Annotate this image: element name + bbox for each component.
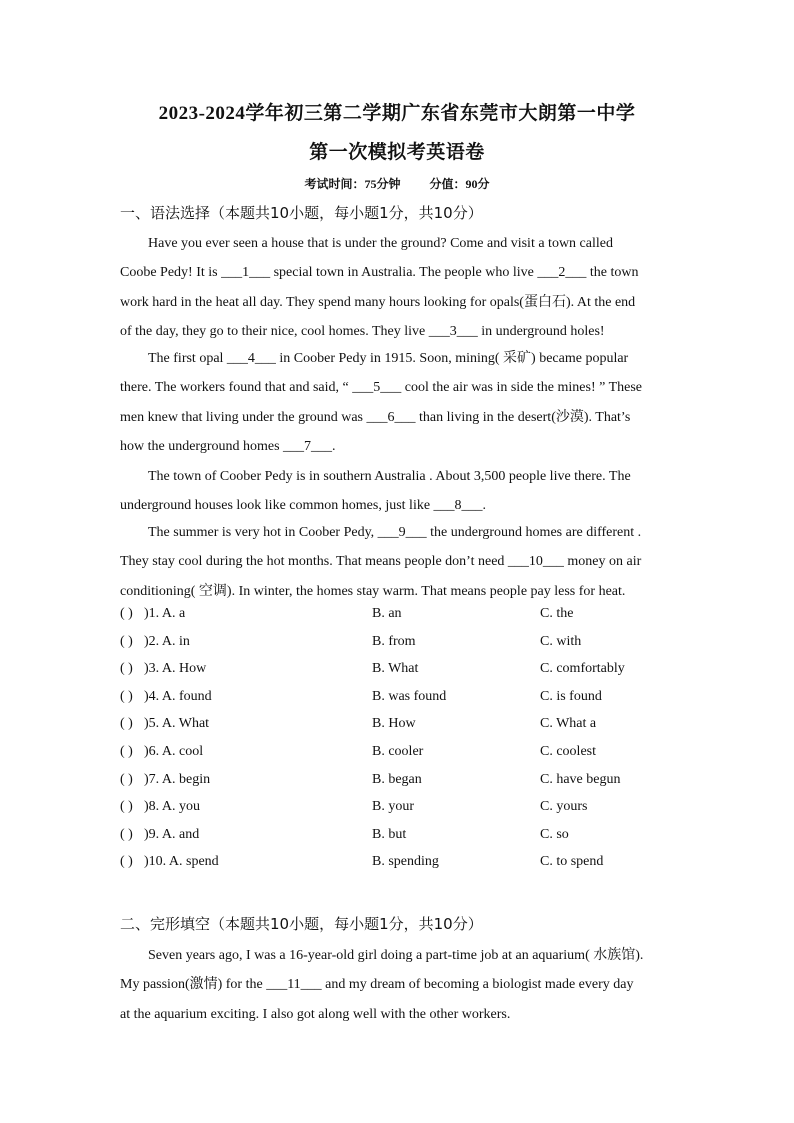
question-row-5 xyxy=(120,716,714,744)
option-b: B. but xyxy=(372,826,407,842)
section1-paragraph-3 xyxy=(120,462,714,521)
option-b: B. was found xyxy=(372,688,447,704)
option-b: B. spending xyxy=(372,854,439,870)
option-a: )1. A. a xyxy=(144,606,186,621)
option-b: B. cooler xyxy=(372,743,424,759)
text-line: The town of Coober Pedy is in southern Australia . About 3,500 people live there. The xyxy=(148,469,631,484)
question-row-4 xyxy=(120,689,714,717)
option-a: )3. A. How xyxy=(144,661,207,677)
option-b: B. an xyxy=(372,606,402,621)
question-row-10 xyxy=(120,854,714,882)
option-a: )9. A. and xyxy=(144,826,200,842)
text-line: of the day, they go to their nice, cool homes. They live ___3___ in underground holes! xyxy=(120,324,605,340)
exam-time: 考试时间：75分钟 xyxy=(304,177,401,191)
answer-blank[interactable]: ( ) xyxy=(120,633,133,649)
option-c: C. What a xyxy=(540,716,597,732)
option-b: B. began xyxy=(372,771,422,787)
text-line: at the aquarium exciting. I also got along well with the other workers. xyxy=(120,1006,511,1022)
question-row-6 xyxy=(120,744,714,772)
text-line: men knew that living under the ground was ___6___ than living in the desert(沙漠). That’s xyxy=(120,409,631,425)
option-c: C. so xyxy=(540,826,569,842)
exam-title-line2: 第一次模拟考英语卷 xyxy=(309,142,485,163)
answer-blank[interactable]: ( ) xyxy=(120,743,133,759)
answer-blank[interactable]: ( ) xyxy=(120,716,133,732)
question-row-9 xyxy=(120,827,714,855)
section2-paragraph-1 xyxy=(120,941,714,1029)
text-line: My passion(激情) for the ___11___ and my dream of becoming a biologist made every day xyxy=(120,977,634,993)
text-line: Have you ever seen a house that is under the ground? Come and visit a town called xyxy=(148,236,613,251)
option-b: B. What xyxy=(372,661,419,677)
option-a: )10. A. spend xyxy=(144,854,219,870)
question-row-2 xyxy=(120,634,714,662)
section1-paragraph-1 xyxy=(120,229,714,347)
option-a: )7. A. begin xyxy=(144,771,211,787)
answer-blank[interactable]: ( ) xyxy=(120,688,133,704)
answer-blank[interactable]: ( ) xyxy=(120,799,133,815)
option-c: C. have begun xyxy=(540,771,621,787)
text-line: there. The workers found that and said, “ ___5___ cool the air was in side the mines! ” These xyxy=(120,380,643,396)
option-c: C. yours xyxy=(540,799,588,815)
option-a: )6. A. cool xyxy=(144,743,204,759)
option-b: B. from xyxy=(372,633,416,649)
text-line: how the underground homes ___7___. xyxy=(120,439,336,455)
text-line: The first opal ___4___ in Coober Pedy in 1915. Soon, mining( 采矿) became popular xyxy=(148,351,629,366)
question-row-1 xyxy=(120,606,714,634)
text-line: underground houses look like common homes, just like ___8___. xyxy=(120,498,487,514)
option-a: )8. A. you xyxy=(144,799,200,815)
option-c: C. with xyxy=(540,633,582,649)
question-options-list xyxy=(120,606,714,882)
text-line: The summer is very hot in Coober Pedy, ___9___ the underground homes are different . xyxy=(148,525,642,540)
option-a: )2. A. in xyxy=(144,633,190,649)
text-line: Coobe Pedy! It is ___1___ special town in Australia. The people who live ___2___ the town xyxy=(120,265,639,281)
exam-title-line1: 2023-2024学年初三第二学期广东省东莞市大朗第一中学 xyxy=(158,103,636,124)
text-line: They stay cool during the hot months. That means people don’t need ___10___ money on air xyxy=(120,554,642,570)
question-row-3 xyxy=(120,661,714,689)
option-c: C. is found xyxy=(540,688,602,704)
section2-heading: 二、完形填空（本题共10小题，每小题1分，共10分） xyxy=(120,915,483,933)
option-a: )5. A. What xyxy=(144,716,210,732)
option-c: C. the xyxy=(540,606,574,621)
answer-blank[interactable]: ( ) xyxy=(120,854,133,870)
answer-blank[interactable]: ( ) xyxy=(120,606,133,621)
option-c: C. to spend xyxy=(540,854,604,870)
answer-blank[interactable]: ( ) xyxy=(120,771,133,787)
option-b: B. How xyxy=(372,716,416,732)
section1-heading: 一、语法选择（本题共10小题，每小题1分，共10分） xyxy=(120,204,483,222)
exam-score: 分值：90分 xyxy=(429,177,490,191)
answer-blank[interactable]: ( ) xyxy=(120,826,133,842)
text-line: conditioning( 空调). In winter, the homes stay warm. That means people pay less for heat. xyxy=(120,583,626,599)
answer-blank[interactable]: ( ) xyxy=(120,661,133,677)
option-a: )4. A. found xyxy=(144,688,212,704)
option-c: C. coolest xyxy=(540,743,596,759)
text-line: work hard in the heat all day. They spend many hours looking for opals(蛋白石). At the end xyxy=(120,294,636,310)
question-row-7 xyxy=(120,772,714,800)
text-line: Seven years ago, I was a 16-year-old girl doing a part-time job at an aquarium( 水族馆). xyxy=(148,948,644,963)
section1-paragraph-2 xyxy=(120,344,714,462)
section1-paragraph-4 xyxy=(120,518,714,606)
option-b: B. your xyxy=(372,799,414,815)
option-c: C. comfortably xyxy=(540,661,625,677)
question-row-8 xyxy=(120,799,714,827)
exam-meta xyxy=(0,175,794,192)
